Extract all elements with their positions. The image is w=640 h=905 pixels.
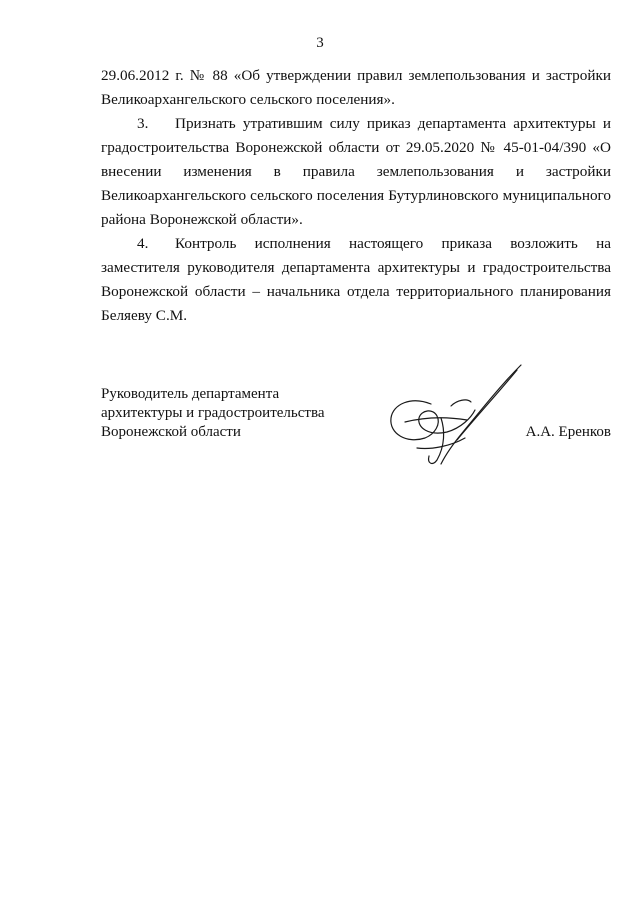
signatory-title-line: Руководитель департамента bbox=[101, 386, 280, 402]
signature-block bbox=[101, 385, 611, 485]
signatory-title-line: Воронежской области bbox=[101, 424, 241, 440]
document-body bbox=[101, 64, 611, 328]
paragraph-line: Воронежской области – начальника отдела территориального планирования bbox=[101, 283, 611, 300]
paragraph-line: Великоархангельского сельского поселения». bbox=[101, 91, 395, 108]
paragraph-line bbox=[101, 112, 611, 136]
paragraph-line: внесении изменения в правила землепользования и застройки bbox=[101, 163, 611, 180]
paragraph-line: 29.06.2012 г. № 88 «Об утверждении правил землепользования и застройки bbox=[101, 67, 611, 84]
paragraph-line bbox=[101, 232, 611, 256]
paragraph-continuation bbox=[101, 64, 611, 112]
paragraph-line: заместителя руководителя департамента архитектуры и градостроительства bbox=[101, 259, 611, 276]
paragraph-line: градостроительства Воронежской области от 29.05.2020 № 45-01-04/390 «О bbox=[101, 139, 611, 156]
signatory-name: А.А. Еренков bbox=[525, 424, 611, 440]
paragraph-line: Беляеву С.М. bbox=[101, 307, 188, 324]
signatory-title bbox=[101, 385, 324, 442]
item-number: 3. bbox=[137, 115, 149, 132]
paragraph-line-text: Контроль исполнения настоящего приказа возложить на bbox=[175, 235, 611, 252]
paragraph-line-text: Признать утратившим силу приказ департамента архитектуры и bbox=[175, 115, 611, 132]
paragraph-line: Великоархангельского сельского поселения Бутурлиновского муниципального bbox=[101, 187, 611, 204]
handwritten-signature bbox=[371, 360, 531, 480]
page-number: 3 bbox=[316, 35, 324, 51]
item-number: 4. bbox=[137, 235, 149, 252]
paragraph-item-3 bbox=[101, 112, 611, 232]
signatory-title-line: архитектуры и градостроительства bbox=[101, 405, 325, 421]
paragraph-line: района Воронежской области». bbox=[101, 211, 303, 228]
paragraph-item-4 bbox=[101, 232, 611, 328]
